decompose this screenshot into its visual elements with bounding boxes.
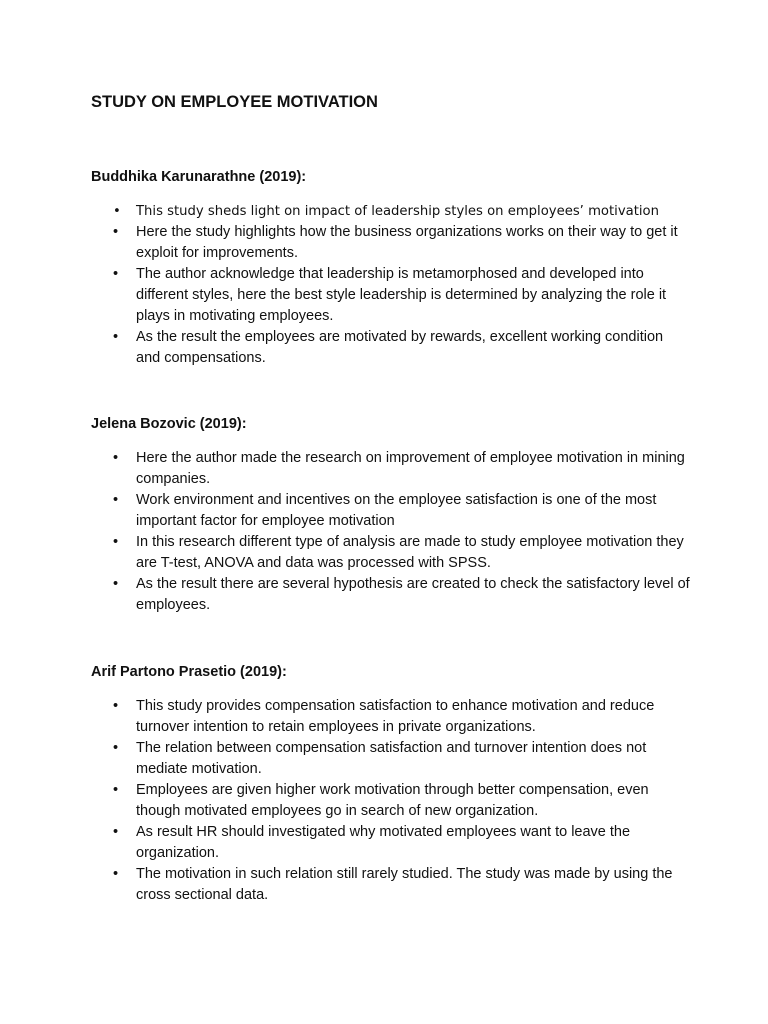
- list-item: • As the result there are several hypothesis are created to check the satisfactory level of employees.: [91, 574, 691, 616]
- section-buddhika-karunarathne: [91, 167, 691, 369]
- section-heading: Buddhika Karunarathne (2019):: [91, 169, 307, 185]
- bullet-list: [91, 448, 691, 616]
- section-arif-partono-prasetio: [91, 662, 691, 906]
- section-jelena-bozovic: [91, 414, 691, 616]
- list-item: • The author acknowledge that leadership is metamorphosed and developed into different styles, here the best style leadership is determined by analyzing the role it plays in motivating employees.: [91, 264, 691, 327]
- document-title: STUDY ON EMPLOYEE MOTIVATION: [91, 93, 378, 111]
- list-item: • As result HR should investigated why motivated employees want to leave the organization.: [91, 822, 691, 864]
- list-item: • This study sheds light on impact of leadership styles on employees’ motivation: [91, 201, 691, 222]
- list-item: • As the result the employees are motivated by rewards, excellent working condition and compensations.: [91, 327, 691, 369]
- section-heading: Arif Partono Prasetio (2019):: [91, 664, 287, 680]
- list-item: • The motivation in such relation still rarely studied. The study was made by using the cross sectional data.: [91, 864, 691, 906]
- list-item: • Work environment and incentives on the employee satisfaction is one of the most important factor for employee motivation: [91, 490, 691, 532]
- list-item: • Here the author made the research on improvement of employee motivation in mining companies.: [91, 448, 691, 490]
- list-item: • Here the study highlights how the business organizations works on their way to get it exploit for improvements.: [91, 222, 691, 264]
- bullet-list: [91, 201, 691, 369]
- list-item: • Employees are given higher work motivation through better compensation, even though motivated employees go in search of new organization.: [91, 780, 691, 822]
- list-item: • In this research different type of analysis are made to study employee motivation they are T-test, ANOVA and data was processed with SPSS.: [91, 532, 691, 574]
- list-item: • The relation between compensation satisfaction and turnover intention does not mediate motivation.: [91, 738, 691, 780]
- bullet-list: [91, 696, 691, 906]
- section-heading: Jelena Bozovic (2019):: [91, 416, 247, 432]
- list-item: • This study provides compensation satisfaction to enhance motivation and reduce turnover intention to retain employees in private organizations.: [91, 696, 691, 738]
